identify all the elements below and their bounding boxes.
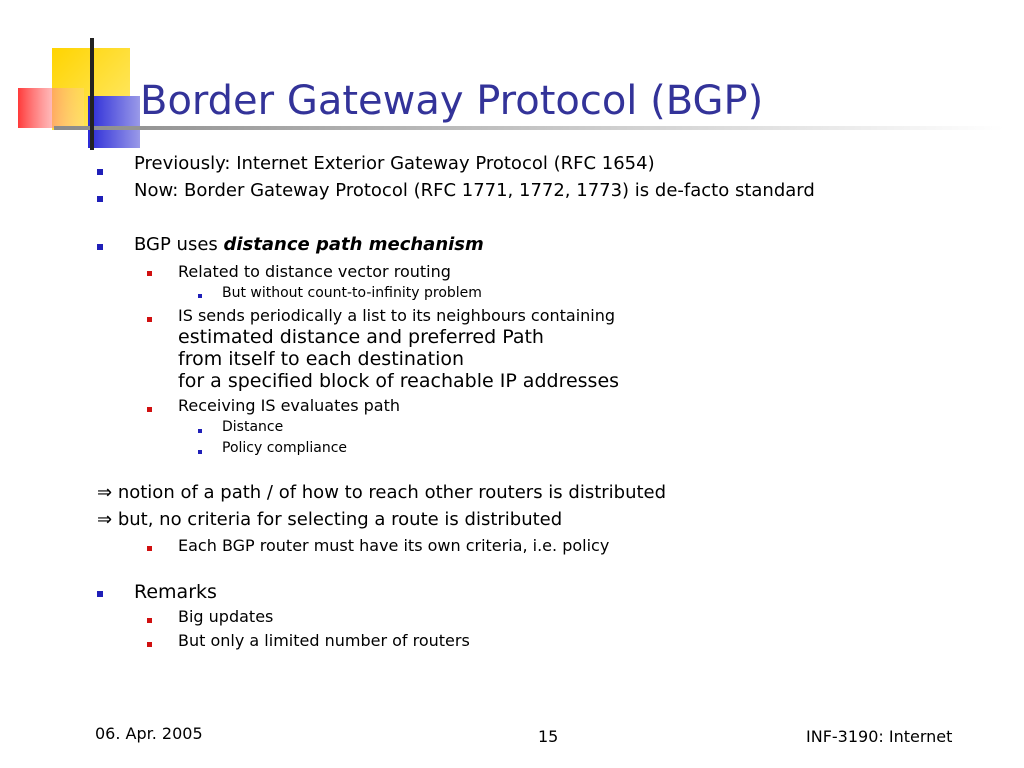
footer-date: 06. Apr. 2005: [95, 724, 203, 743]
sub-limited-routers: But only a limited number of routers: [178, 631, 470, 650]
bullet-marker: [97, 591, 103, 597]
sub-receiving-is: Receiving IS evaluates path: [178, 396, 401, 415]
sub-sub-distance: Distance: [222, 419, 284, 435]
bullet-marker: [97, 244, 103, 250]
sub-bullet-marker: [147, 271, 152, 276]
vertical-bar: [90, 38, 94, 150]
sub-is-sends-cont1: estimated distance and preferred Path: [178, 326, 544, 348]
distance-path-emphasis: distance path mechanism: [223, 234, 484, 255]
bullet-previously: Previously: Internet Exterior Gateway Protocol (RFC 1654): [134, 153, 655, 174]
title-underline: [54, 126, 1004, 130]
bgp-uses-prefix: BGP uses: [134, 234, 224, 255]
sub-sub-bullet-marker: [198, 450, 202, 454]
sub-sub-bullet-marker: [198, 294, 202, 298]
sub-big-updates: Big updates: [178, 607, 274, 626]
sub-sub-bullet-marker: [198, 429, 202, 433]
bullet-marker: [97, 169, 103, 175]
bullet-now: Now: Border Gateway Protocol (RFC 1771, 1772, 1773) is de-facto standard: [134, 180, 815, 201]
blue-block: [88, 96, 140, 148]
sub-sub-count-infinity: But without count-to-infinity problem: [222, 285, 482, 301]
sub-bullet-marker: [147, 317, 152, 322]
sub-is-sends-cont2: from itself to each destination: [178, 348, 465, 370]
sub-bullet-marker: [147, 407, 152, 412]
implies-arrow-icon: ⇒: [97, 482, 113, 503]
implication-no-criteria: [97, 509, 562, 530]
footer-course: INF-3190: Internet: [806, 727, 953, 746]
sub-sub-policy: Policy compliance: [222, 440, 348, 456]
implication-text: notion of a path / of how to reach other routers is distributed: [117, 482, 667, 503]
page-title: Border Gateway Protocol (BGP): [140, 78, 764, 124]
sub-own-criteria: Each BGP router must have its own criteria, i.e. policy: [178, 536, 610, 555]
bullet-remarks: Remarks: [134, 581, 217, 603]
red-block: [18, 88, 84, 128]
sub-bullet-marker: [147, 546, 152, 551]
footer-page-number: 15: [538, 727, 559, 746]
bullet-bgp-uses: [134, 234, 484, 255]
implies-arrow-icon: ⇒: [97, 509, 113, 530]
implication-text: but, no criteria for selecting a route is distributed: [117, 509, 563, 530]
sub-bullet-marker: [147, 642, 152, 647]
sub-bullet-marker: [147, 618, 152, 623]
bullet-marker: [97, 196, 103, 202]
implication-path-distributed: [97, 482, 666, 503]
sub-related-dv: Related to distance vector routing: [178, 262, 451, 281]
sub-is-sends-cont3: for a specified block of reachable IP addresses: [178, 370, 620, 392]
sub-is-sends: IS sends periodically a list to its neighbours containing: [178, 306, 616, 325]
